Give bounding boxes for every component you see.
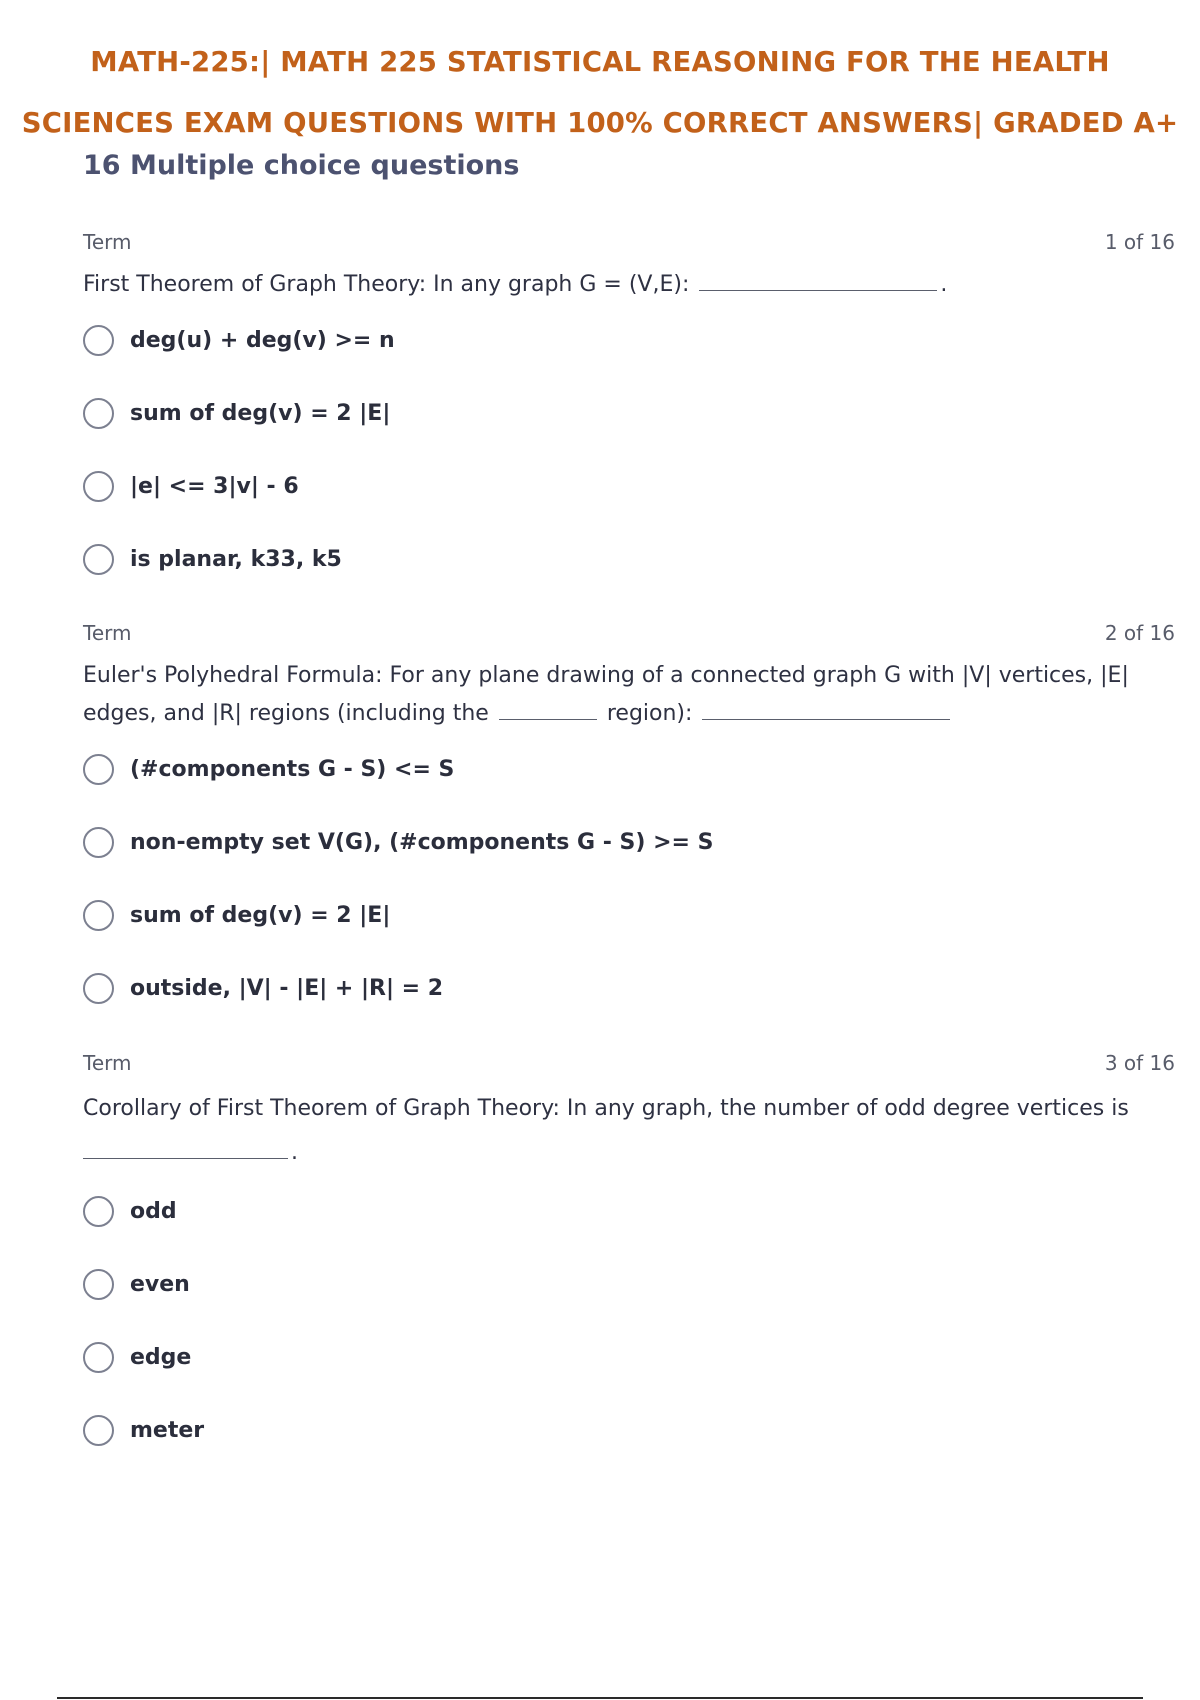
- question-text-part: region):: [606, 701, 693, 726]
- document-title: [0, 32, 1200, 154]
- radio-button[interactable]: [83, 325, 114, 356]
- answer-option[interactable]: [83, 1412, 1175, 1448]
- document-title-line-2: SCIENCES EXAM QUESTIONS WITH 100% CORRECT ANSWERS| GRADED A+: [21, 107, 1179, 139]
- radio-button[interactable]: [83, 544, 114, 575]
- radio-button[interactable]: [83, 1415, 114, 1446]
- question-text-part: .: [940, 272, 948, 297]
- question-counter: 1 of 16: [1104, 230, 1175, 254]
- option-label: sum of deg(v) = 2 |E|: [130, 902, 391, 928]
- answer-blank: [499, 695, 597, 720]
- question-header: [83, 1051, 1175, 1075]
- radio-button[interactable]: [83, 754, 114, 785]
- answer-option[interactable]: [83, 541, 1175, 577]
- option-label: non-empty set V(G), (#components G - S) >= S: [130, 829, 714, 855]
- option-label: meter: [130, 1417, 205, 1443]
- answer-blank: [702, 695, 950, 720]
- question-1: [83, 230, 1175, 614]
- question-text-part: Euler's Polyhedral Formula: For any plane drawing of a connected graph G with |V| vertices, |E| edges, and |R| regions (including the: [83, 663, 1129, 726]
- question-header: [83, 230, 1175, 254]
- answer-option[interactable]: [83, 897, 1175, 933]
- option-label: is planar, k33, k5: [130, 546, 342, 572]
- answer-option[interactable]: [83, 1193, 1175, 1229]
- term-label: Term: [83, 1051, 132, 1075]
- question-text: [83, 657, 1175, 733]
- answer-option[interactable]: [83, 395, 1175, 431]
- question-2: [83, 621, 1175, 1043]
- answer-options: [83, 322, 1175, 577]
- radio-button[interactable]: [83, 900, 114, 931]
- answer-blank: [83, 1134, 288, 1159]
- answer-blank: [699, 266, 937, 291]
- question-counter: 2 of 16: [1104, 621, 1175, 645]
- question-text: [83, 266, 1175, 304]
- radio-button[interactable]: [83, 1269, 114, 1300]
- question-text-part: .: [291, 1140, 298, 1165]
- answer-option[interactable]: [83, 970, 1175, 1006]
- option-label: sum of deg(v) = 2 |E|: [130, 400, 391, 426]
- answer-options: [83, 1193, 1175, 1448]
- answer-option[interactable]: [83, 322, 1175, 358]
- option-label: odd: [130, 1198, 177, 1224]
- radio-button[interactable]: [83, 1196, 114, 1227]
- footer-divider: [57, 1697, 1143, 1699]
- answer-option[interactable]: [83, 1266, 1175, 1302]
- question-text: [83, 1087, 1175, 1175]
- radio-button[interactable]: [83, 827, 114, 858]
- term-label: Term: [83, 621, 132, 645]
- term-label: Term: [83, 230, 132, 254]
- option-label: even: [130, 1271, 190, 1297]
- answer-options: [83, 751, 1175, 1006]
- question-header: [83, 621, 1175, 645]
- question-3: [83, 1051, 1175, 1485]
- option-label: (#components G - S) <= S: [130, 756, 455, 782]
- document-title-line-1: MATH-225:| MATH 225 STATISTICAL REASONING FOR THE HEALTH: [90, 46, 1110, 78]
- radio-button[interactable]: [83, 973, 114, 1004]
- question-text-part: First Theorem of Graph Theory: In any graph G = (V,E):: [83, 272, 690, 297]
- option-label: |e| <= 3|v| - 6: [130, 473, 299, 499]
- radio-button[interactable]: [83, 471, 114, 502]
- question-counter: 3 of 16: [1104, 1051, 1175, 1075]
- question-text-part: Corollary of First Theorem of Graph Theory: In any graph, the number of odd degree vertices is: [83, 1096, 1129, 1121]
- answer-option[interactable]: [83, 468, 1175, 504]
- option-label: edge: [130, 1344, 192, 1370]
- option-label: outside, |V| - |E| + |R| = 2: [130, 975, 444, 1001]
- section-subtitle: 16 Multiple choice questions: [83, 150, 520, 181]
- answer-option[interactable]: [83, 824, 1175, 860]
- answer-option[interactable]: [83, 751, 1175, 787]
- option-label: deg(u) + deg(v) >= n: [130, 327, 395, 353]
- answer-option[interactable]: [83, 1339, 1175, 1375]
- radio-button[interactable]: [83, 398, 114, 429]
- radio-button[interactable]: [83, 1342, 114, 1373]
